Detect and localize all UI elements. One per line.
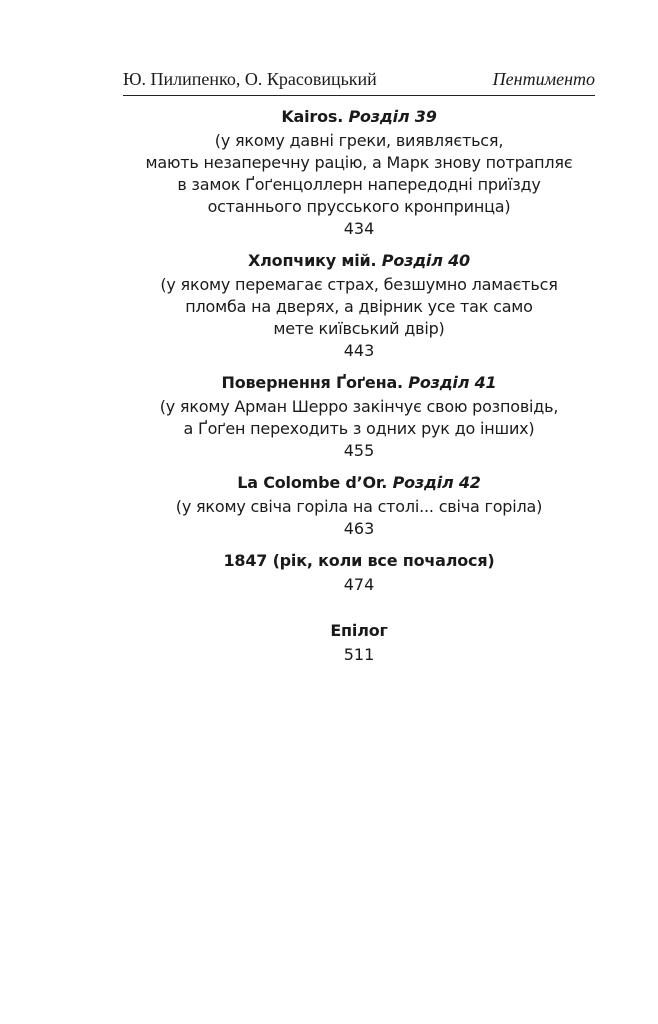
toc-entry-title (123, 370, 595, 396)
toc-entry-page-number: 511 (343, 645, 375, 664)
toc-entry-description-line: а Ґоґен переходить з одних рук до інших) (183, 419, 535, 438)
toc-entry-description-line: (у якому свіча горіла на столі... свіча горіла) (175, 497, 543, 516)
toc-entry-description-line: (у якому перемагає страх, безшумно ламається (160, 275, 558, 294)
toc-entry-chapter-label: Розділ 42 (392, 473, 481, 492)
toc-entry-page-number: 434 (343, 219, 375, 238)
toc-entry-chapter-41 (123, 370, 595, 462)
toc-entry-description (123, 274, 595, 340)
toc-entry-page-number: 455 (343, 441, 375, 460)
running-head-authors: Ю. Пилипенко, О. Красовицький (123, 69, 377, 89)
toc-entry-title-text: 1847 (рік, коли все почалося) (223, 551, 495, 570)
header-rule (123, 95, 595, 96)
toc-entry-page-number: 463 (343, 519, 375, 538)
toc-entry-page-number: 443 (343, 341, 375, 360)
toc-entry-title (123, 470, 595, 496)
toc-entry-chapter-39 (123, 104, 595, 240)
toc-entry-1847 (123, 548, 595, 596)
toc-entry-page-number: 474 (343, 575, 375, 594)
toc-entry-description (123, 396, 595, 440)
toc-entry-description-line: (у якому давні греки, виявляється, (214, 131, 504, 150)
toc-entry-title-text: Kairos. (281, 107, 344, 126)
toc-entry-epilogue (123, 618, 595, 666)
toc-entry-chapter-label: Розділ 41 (408, 373, 497, 392)
toc-entry-title (123, 548, 595, 574)
toc-entry-description-line: останнього прусського кронпринца) (207, 197, 511, 216)
toc-entry-description-line: пломба на дверях, а двірник усе так само (185, 297, 533, 316)
toc-entry-chapter-label: Розділ 39 (348, 107, 437, 126)
running-head (123, 69, 595, 93)
running-head-book-title: Пентименто (492, 69, 595, 89)
toc-entry-chapter-label: Розділ 40 (381, 251, 470, 270)
toc-entry-description-line: мають незаперечну рацію, а Марк знову потрапляє (145, 153, 573, 172)
toc-entry-chapter-40 (123, 248, 595, 362)
toc-entry-description (123, 130, 595, 218)
toc-entry-description-line: (у якому Арман Шерро закінчує свою розповідь, (159, 397, 559, 416)
toc-entry-title-text: La Colombe d’Or. (237, 473, 388, 492)
toc-entry-title (123, 104, 595, 130)
toc-entry-title-text: Епілог (330, 621, 388, 640)
toc-entry-description-line: мете київський двір) (273, 319, 445, 338)
toc-entry-chapter-42 (123, 470, 595, 540)
toc-entry-title-text: Повернення Ґоґена. (221, 373, 403, 392)
toc-entry-title (123, 248, 595, 274)
toc-entry-description (123, 496, 595, 518)
toc-entry-description-line: в замок Ґоґенцоллерн напередодні приїзду (177, 175, 541, 194)
toc-entry-title-text: Хлопчику мій. (248, 251, 377, 270)
toc-entry-title (123, 618, 595, 644)
table-of-contents (123, 104, 595, 666)
